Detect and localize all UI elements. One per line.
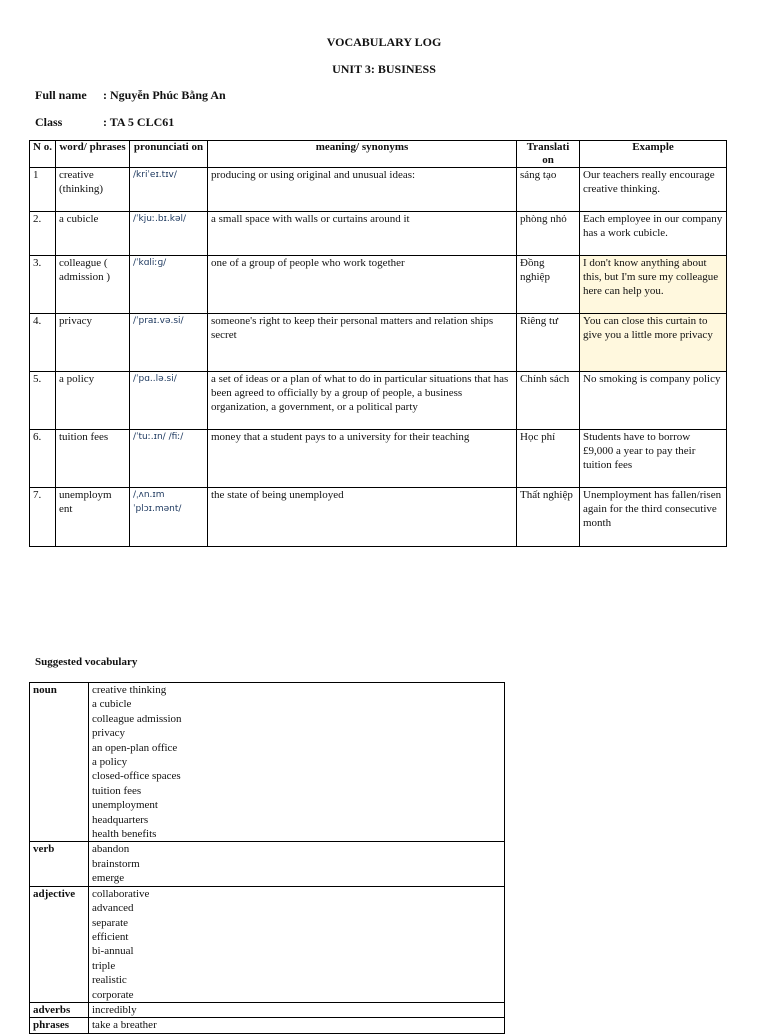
vocab-word: tuition fees bbox=[56, 430, 130, 488]
doc-title: VOCABULARY LOG bbox=[326, 35, 442, 49]
vocab-word: a policy bbox=[56, 372, 130, 430]
list-item: colleague admission bbox=[92, 712, 182, 725]
vocab-meaning: money that a student pays to a university for their teaching bbox=[208, 430, 517, 488]
vocab-example: Our teachers really encourage creative thinking. bbox=[580, 168, 727, 212]
vocab-example: No smoking is company policy bbox=[580, 372, 727, 430]
word-list bbox=[89, 842, 505, 886]
list-item: corporate bbox=[92, 988, 134, 1001]
vocab-translation: Đồng nghiệp bbox=[517, 256, 580, 314]
vocab-no: 6. bbox=[30, 430, 56, 488]
unit-title: UNIT 3: BUSINESS bbox=[332, 62, 436, 76]
vocab-translation: Thất nghiệp bbox=[517, 488, 580, 547]
list-item: take a breather bbox=[92, 1019, 157, 1032]
col-header-translation: Translati on bbox=[517, 141, 580, 168]
vocab-meaning: a small space with walls or curtains around it bbox=[208, 212, 517, 256]
list-item: emerge bbox=[92, 872, 125, 885]
vocab-pronunciation: /ˌʌn.ɪm ˈplɔɪ.mənt/ bbox=[130, 488, 208, 547]
vocab-meaning: someone's right to keep their personal matters and relation ships secret bbox=[208, 314, 517, 372]
list-item: collaborative bbox=[92, 887, 150, 900]
col-header-example: Example bbox=[580, 141, 727, 168]
word-list bbox=[89, 683, 505, 842]
vocab-example: Unemployment has fallen/risen again for the third consecutive month bbox=[580, 488, 727, 547]
word-list bbox=[89, 1002, 505, 1017]
part-of-speech: noun bbox=[30, 683, 89, 842]
vocab-example: I don't know anything about this, but I'm sure my colleague here can help you. bbox=[580, 256, 727, 314]
suggested-group-row bbox=[30, 886, 505, 1002]
suggested-table bbox=[29, 682, 505, 1034]
list-item: bi-annual bbox=[92, 945, 134, 958]
vocab-meaning: the state of being unemployed bbox=[208, 488, 517, 547]
vocab-translation: Chính sách bbox=[517, 372, 580, 430]
list-item: advanced bbox=[92, 902, 134, 915]
suggested-group-row bbox=[30, 1002, 505, 1017]
part-of-speech: verb bbox=[30, 842, 89, 886]
list-item: closed-office spaces bbox=[92, 770, 181, 783]
vocab-word: privacy bbox=[56, 314, 130, 372]
vocab-table bbox=[29, 140, 727, 547]
vocab-word: unemploym ent bbox=[56, 488, 130, 547]
col-header-pron: pronunciati on bbox=[130, 141, 208, 168]
fullname-value: : Nguyễn Phúc Bằng An bbox=[103, 88, 226, 102]
table-row bbox=[30, 212, 727, 256]
list-item: realistic bbox=[92, 974, 127, 987]
vocab-no: 5. bbox=[30, 372, 56, 430]
vocab-meaning: a set of ideas or a plan of what to do in particular situations that has been agreed to officially by a group of people, a business organization, a government, or a political party bbox=[208, 372, 517, 430]
vocab-no: 7. bbox=[30, 488, 56, 547]
vocab-example: Each employee in our company has a work cubicle. bbox=[580, 212, 727, 256]
suggested-group-row bbox=[30, 683, 505, 842]
list-item: efficient bbox=[92, 930, 129, 943]
vocab-pronunciation: /ˈtuː.ɪn/ /fiː/ bbox=[130, 430, 208, 488]
vocab-pronunciation: /ˈkɑliːɡ/ bbox=[130, 256, 208, 314]
word-list bbox=[89, 886, 505, 1002]
vocab-example: You can close this curtain to give you a little more privacy bbox=[580, 314, 727, 372]
vocab-meaning: one of a group of people who work together bbox=[208, 256, 517, 314]
fullname-line bbox=[35, 88, 226, 103]
vocab-word: a cubicle bbox=[56, 212, 130, 256]
list-item: creative thinking bbox=[92, 684, 167, 696]
list-item: incredibly bbox=[92, 1003, 137, 1016]
list-item: unemployment bbox=[92, 799, 158, 812]
vocab-no: 3. bbox=[30, 256, 56, 314]
vocab-no: 4. bbox=[30, 314, 56, 372]
part-of-speech: adjective bbox=[30, 886, 89, 1002]
vocab-pronunciation: /kriˈeɪ.tɪv/ bbox=[130, 168, 208, 212]
vocab-pronunciation: /ˈkjuː.bɪ.kəl/ bbox=[130, 212, 208, 256]
vocab-pronunciation: /ˈpɑ..lə.si/ bbox=[130, 372, 208, 430]
suggested-group-row bbox=[30, 842, 505, 886]
col-header-no: N o. bbox=[30, 141, 56, 168]
col-header-word: word/ phrases bbox=[56, 141, 130, 168]
part-of-speech: phrases bbox=[30, 1018, 89, 1033]
table-row bbox=[30, 430, 727, 488]
class-line bbox=[35, 115, 174, 130]
list-item: an open-plan office bbox=[92, 741, 178, 754]
vocab-translation: Riêng tư bbox=[517, 314, 580, 372]
list-item: health benefits bbox=[92, 828, 157, 841]
vocab-example: Students have to borrow £9,000 a year to pay their tuition fees bbox=[580, 430, 727, 488]
class-label: Class bbox=[35, 115, 63, 129]
table-row bbox=[30, 314, 727, 372]
vocab-pronunciation: /ˈpraɪ.və.si/ bbox=[130, 314, 208, 372]
vocab-translation: Học phí bbox=[517, 430, 580, 488]
list-item: abandon bbox=[92, 843, 130, 856]
list-item: a cubicle bbox=[92, 698, 132, 711]
vocab-header-row bbox=[30, 141, 727, 168]
table-row bbox=[30, 168, 727, 212]
list-item: triple bbox=[92, 959, 116, 972]
part-of-speech: adverbs bbox=[30, 1002, 89, 1017]
table-row bbox=[30, 372, 727, 430]
list-item: privacy bbox=[92, 727, 125, 740]
suggested-title: Suggested vocabulary bbox=[35, 656, 138, 668]
vocab-word: creative (thinking) bbox=[56, 168, 130, 212]
word-list bbox=[89, 1018, 505, 1033]
list-item: separate bbox=[92, 916, 129, 929]
vocab-no: 2. bbox=[30, 212, 56, 256]
vocab-word: colleague ( admission ) bbox=[56, 256, 130, 314]
vocab-translation: phòng nhỏ bbox=[517, 212, 580, 256]
col-header-meaning: meaning/ synonyms bbox=[208, 141, 517, 168]
list-item: brainstorm bbox=[92, 857, 140, 870]
table-row bbox=[30, 256, 727, 314]
fullname-label: Full name bbox=[35, 88, 87, 102]
vocab-meaning: producing or using original and unusual ideas: bbox=[208, 168, 517, 212]
vocab-translation: sáng tạo bbox=[517, 168, 580, 212]
suggested-group-row bbox=[30, 1018, 505, 1033]
list-item: tuition fees bbox=[92, 784, 142, 797]
class-value: : TA 5 CLC61 bbox=[103, 115, 175, 129]
vocab-no: 1 bbox=[30, 168, 56, 212]
table-row bbox=[30, 488, 727, 547]
list-item: headquarters bbox=[92, 813, 149, 826]
list-item: a policy bbox=[92, 756, 128, 769]
